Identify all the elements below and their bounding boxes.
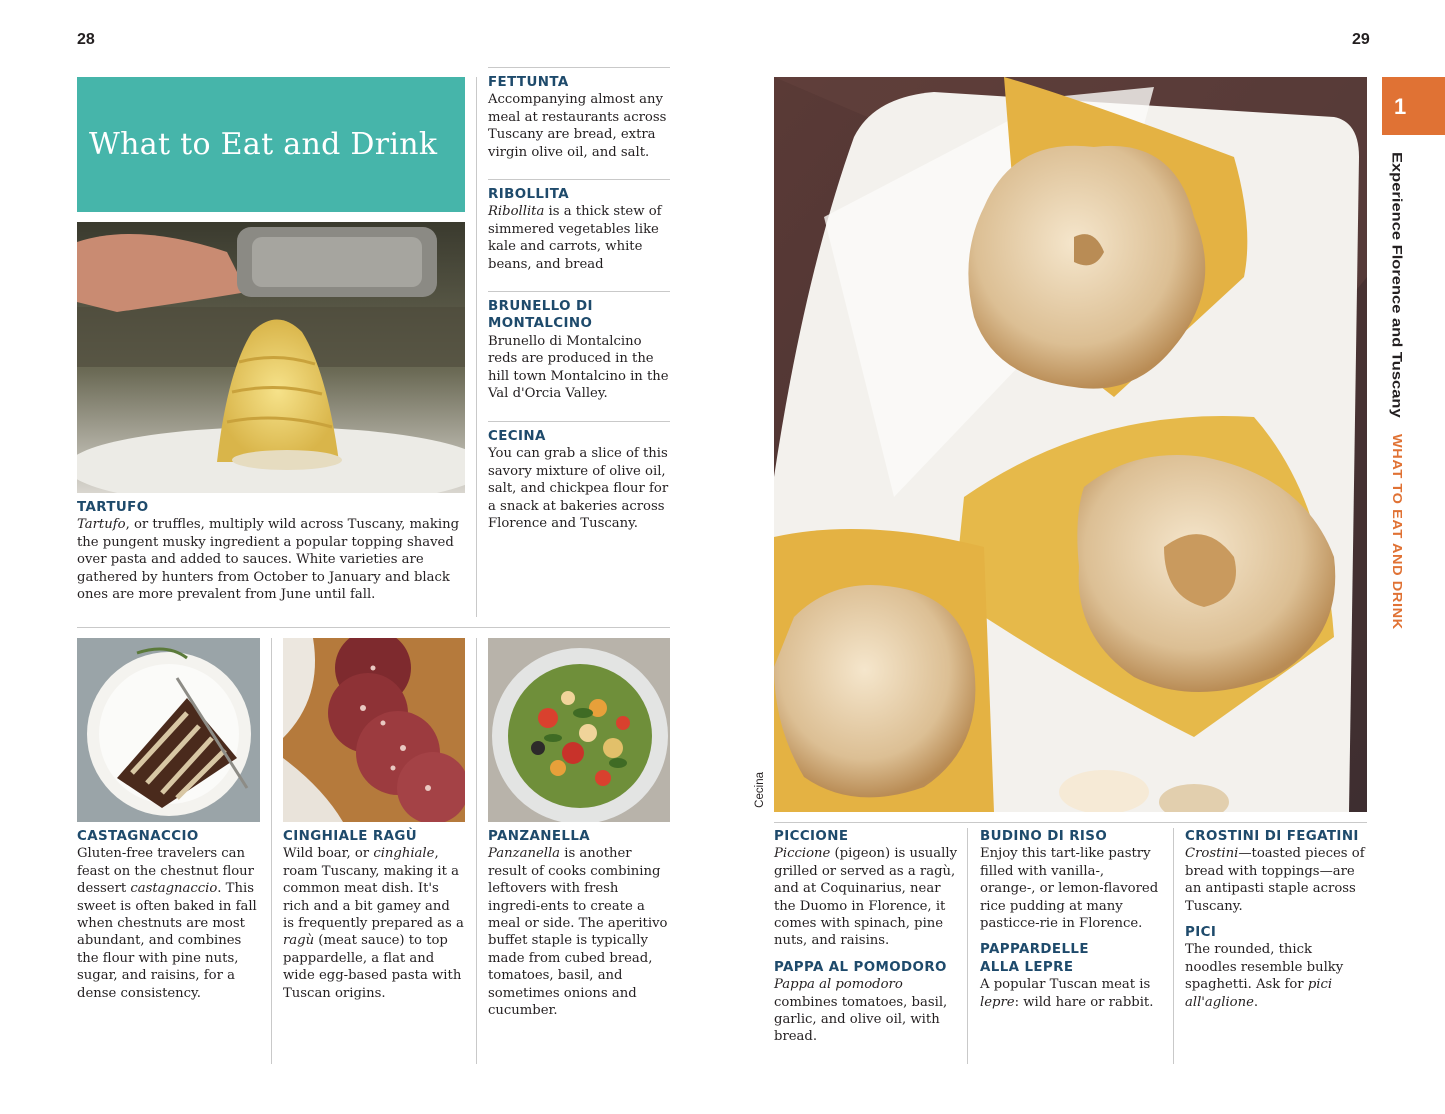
fettunta-title: FETTUNTA: [488, 75, 569, 90]
section-title: WHAT TO EAT AND DRINK: [1389, 434, 1404, 630]
divider: [488, 179, 670, 180]
divider: [488, 421, 670, 422]
panzanella-entry: [488, 828, 672, 1019]
divider: [77, 627, 670, 628]
panzanella-text: Panzanella is another result of cooks combining leftovers with fresh ingredi-ents to create a meal or side. The aperitivo buffet staple is typically made from cubed bread, tomatoes, basil, and sometimes onions and cucumber.: [488, 846, 668, 1019]
piccione-title: PICCIONE: [774, 829, 849, 844]
cinghiale-title: CINGHIALE RAGÙ: [283, 829, 418, 844]
ribollita-text: Ribollita is a thick stew of simmered vegetables like kale and carrots, white beans, and bread: [488, 204, 662, 272]
divider: [774, 822, 1367, 823]
page-title: What to Eat and Drink: [89, 127, 438, 162]
brunello-text: Brunello di Montalcino reds are produced in the hill town Montalcino in the Val d'Orcia Valley.: [488, 333, 669, 402]
photo-caption: Cecina: [754, 772, 766, 808]
cinghiale-photo: [283, 638, 465, 822]
castagnaccio-photo: [77, 638, 260, 822]
column-divider: [271, 638, 272, 1064]
cecina-photo: [774, 77, 1367, 812]
divider: [488, 291, 670, 292]
crostini-entry: [1185, 828, 1367, 1011]
cinghiale-text: Wild boar, or cinghiale, roam Tuscany, making it a common meat dish. It's rich and a bit gamey and is frequently prepared as a ragù (meat sauce) to top pappardelle, a flat and wide egg-based pasta with Tuscan origins.: [283, 846, 464, 1001]
tartufo-text: Tartufo, or truffles, multiply wild across Tuscany, making the pungent musky ingredient a popular topping shaved over pasta and added to sauces. White varieties are gathered by hunters from October to January and black ones are more prevalent from June until fall.: [77, 517, 460, 603]
chapter-running-head: [1388, 152, 1404, 630]
crostini-title: CROSTINI DI FEGATINI: [1185, 829, 1359, 844]
castagnaccio-title: CASTAGNACCIO: [77, 829, 199, 844]
cinghiale-entry: [283, 828, 465, 1002]
pici-title: PICI: [1185, 925, 1217, 941]
budino-title: BUDINO DI RISO: [980, 829, 1108, 844]
tartufo-title: TARTUFO: [77, 500, 149, 515]
pappa-text: Pappa al pomodoro combines tomatoes, basil, garlic, and olive oil, with bread.: [774, 977, 948, 1045]
fettunta-entry: [488, 74, 670, 161]
brunello-entry: [488, 298, 670, 402]
castagnaccio-text: Gluten-free travelers can feast on the chestnut flour dessert castagnaccio. This sweet is often baked in fall when chestnuts are most abundant, and combines the flour with pine nuts, sugar, and raisins, for a dense consistency.: [77, 846, 257, 1001]
pici-text: The rounded, thick noodles resemble bulky spaghetti. Ask for pici all'aglione.: [1185, 942, 1344, 1010]
brunello-title: BRUNELLO DI MONTALCINO: [488, 299, 593, 332]
pappa-title: PAPPA AL POMODORO: [774, 959, 947, 975]
tartufo-entry: [77, 499, 465, 603]
section-banner: [77, 77, 465, 212]
tartufo-photo: [77, 222, 465, 493]
divider: [488, 67, 670, 68]
column-divider: [476, 77, 477, 617]
budino-entry: [980, 828, 1163, 1011]
pappardelle-title: PAPPARDELLE ALLA LEPRE: [980, 942, 1089, 975]
piccione-text: Piccione (pigeon) is usually grilled or served as a ragù, and at Coquinarius, near the Duomo in Florence, it comes with spinach, pine nuts, and raisins.: [774, 846, 958, 949]
castagnaccio-entry: [77, 828, 260, 1002]
column-divider: [967, 828, 968, 1064]
panzanella-photo: [488, 638, 670, 822]
column-divider: [476, 638, 477, 1064]
cecina-title: CECINA: [488, 429, 546, 444]
crostini-text: Crostini—toasted pieces of bread with toppings—are an antipasti staple across Tuscany.: [1185, 846, 1365, 914]
budino-text: Enjoy this tart-like pastry filled with vanilla-, orange-, or lemon-flavored rice pudding at many pasticce-rie in Florence.: [980, 846, 1159, 932]
page-number-right: 29: [1352, 31, 1370, 48]
ribollita-title: RIBOLLITA: [488, 187, 569, 202]
chapter-title: Experience Florence and Tuscany: [1388, 152, 1405, 418]
cecina-text: You can grab a slice of this savory mixture of olive oil, salt, and chickpea flour for a snack at bakeries across Florence and Tuscany.: [488, 446, 669, 532]
chapter-number-tab: 1: [1382, 77, 1445, 135]
piccione-entry: [774, 828, 959, 1046]
ribollita-entry: [488, 186, 670, 273]
pappardelle-text: A popular Tuscan meat is lepre: wild hare or rabbit.: [980, 977, 1154, 1010]
page-number-left: 28: [77, 31, 95, 48]
fettunta-text: Accompanying almost any meal at restaurants across Tuscany are bread, extra virgin olive oil, and salt.: [488, 92, 667, 160]
panzanella-title: PANZANELLA: [488, 829, 591, 844]
column-divider: [1173, 828, 1174, 1064]
cecina-entry: [488, 428, 670, 532]
